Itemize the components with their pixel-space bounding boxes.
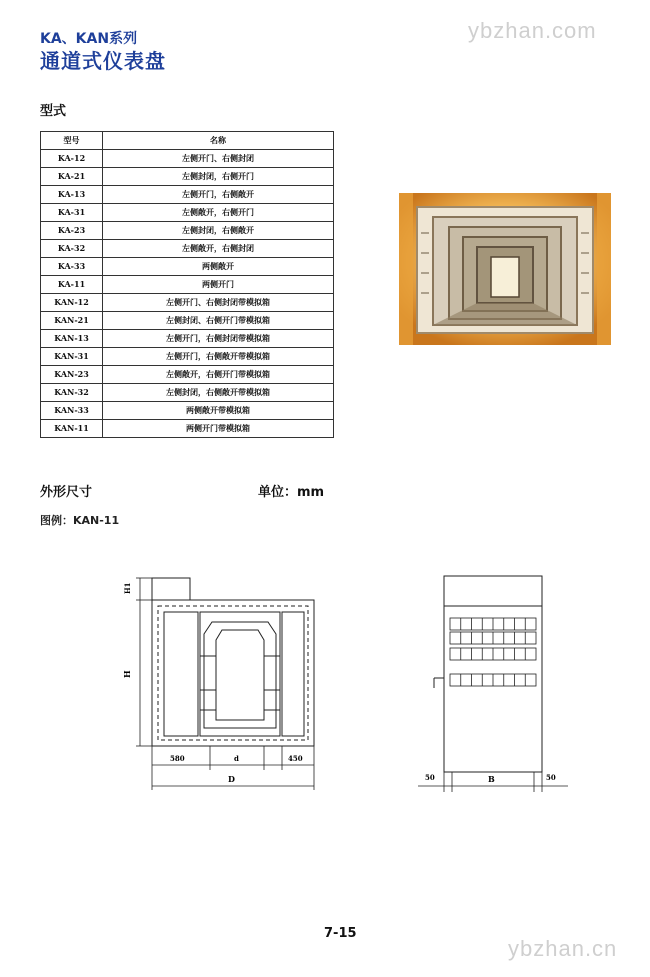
table-row xyxy=(41,330,334,348)
name-cell: 左侧封闭、右侧开门带模拟箱 xyxy=(103,312,334,330)
column-header-model: 型号 xyxy=(41,132,103,150)
name-cell: 左侧开门，右侧敞开 xyxy=(103,186,334,204)
table-row xyxy=(41,168,334,186)
model-cell: KA-12 xyxy=(41,150,103,168)
label-450: 450 xyxy=(288,754,303,763)
table-row xyxy=(41,258,334,276)
name-cell: 左侧封闭，右侧开门 xyxy=(103,168,334,186)
model-cell: KA-21 xyxy=(41,168,103,186)
table-row xyxy=(41,222,334,240)
model-cell: KA-32 xyxy=(41,240,103,258)
label-h1: H1 xyxy=(123,582,132,594)
model-cell: KAN-31 xyxy=(41,348,103,366)
label-50-left: 50 xyxy=(425,773,435,782)
unit-label: 单位：mm xyxy=(258,485,325,500)
watermark-bottom: ybzhan.cn xyxy=(508,936,618,961)
table-row xyxy=(41,384,334,402)
table-row xyxy=(41,366,334,384)
panel-grid xyxy=(450,618,536,686)
model-cell: KAN-21 xyxy=(41,312,103,330)
name-cell: 两侧开门 xyxy=(103,276,334,294)
name-cell: 两侧敞开 xyxy=(103,258,334,276)
label-h: H xyxy=(122,670,132,678)
page-number: 7-15 xyxy=(324,926,357,941)
table-row xyxy=(41,150,334,168)
model-cell: KA-31 xyxy=(41,204,103,222)
model-cell: KAN-13 xyxy=(41,330,103,348)
legend-label: 图例：KAN-11 xyxy=(40,514,120,527)
label-d-big: D xyxy=(228,774,235,784)
label-b: B xyxy=(488,774,495,784)
name-cell: 左侧开门，右侧封闭带模拟箱 xyxy=(103,330,334,348)
model-section-title: 型式 xyxy=(40,104,67,119)
table-row xyxy=(41,312,334,330)
name-cell: 两侧敞开带模拟箱 xyxy=(103,402,334,420)
model-cell: KAN-33 xyxy=(41,402,103,420)
name-cell: 两侧开门带模拟箱 xyxy=(103,420,334,438)
table-row xyxy=(41,420,334,438)
product-photo xyxy=(399,193,611,345)
table-row xyxy=(41,204,334,222)
page-title: 通道式仪表盘 xyxy=(40,49,166,73)
model-cell: KA-33 xyxy=(41,258,103,276)
label-50-right: 50 xyxy=(546,773,556,782)
name-cell: 左侧开门，右侧敞开带模拟箱 xyxy=(103,348,334,366)
name-cell: 左侧敞开，右侧开门带模拟箱 xyxy=(103,366,334,384)
table-row xyxy=(41,186,334,204)
model-cell: KAN-12 xyxy=(41,294,103,312)
label-d-small: d xyxy=(234,754,239,763)
name-cell: 左侧敞开，右侧封闭 xyxy=(103,240,334,258)
table-row xyxy=(41,294,334,312)
table-row xyxy=(41,240,334,258)
table-row xyxy=(41,348,334,366)
table-row xyxy=(41,276,334,294)
column-header-name: 名称 xyxy=(103,132,334,150)
name-cell: 左侧敞开，右侧开门 xyxy=(103,204,334,222)
model-cell: KA-13 xyxy=(41,186,103,204)
watermark: ybzhan.com xyxy=(468,18,597,43)
model-cell: KAN-23 xyxy=(41,366,103,384)
model-cell: KA-23 xyxy=(41,222,103,240)
model-table xyxy=(40,131,334,438)
series-title: KA、KAN系列 xyxy=(40,31,138,47)
name-cell: 左侧封闭，右侧敞开 xyxy=(103,222,334,240)
dimension-section-title: 外形尺寸 xyxy=(40,485,93,500)
corridor-illustration xyxy=(399,193,611,345)
table-header-row xyxy=(41,132,334,150)
model-cell: KAN-11 xyxy=(41,420,103,438)
model-cell: KAN-32 xyxy=(41,384,103,402)
name-cell: 左侧封闭，右侧敞开带模拟箱 xyxy=(103,384,334,402)
name-cell: 左侧开门、右侧封闭 xyxy=(103,150,334,168)
front-view xyxy=(152,578,314,746)
label-580: 580 xyxy=(170,754,185,763)
dimension-drawing xyxy=(100,560,570,800)
name-cell: 左侧开门、右侧封闭带模拟箱 xyxy=(103,294,334,312)
table-row xyxy=(41,402,334,420)
model-cell: KA-11 xyxy=(41,276,103,294)
